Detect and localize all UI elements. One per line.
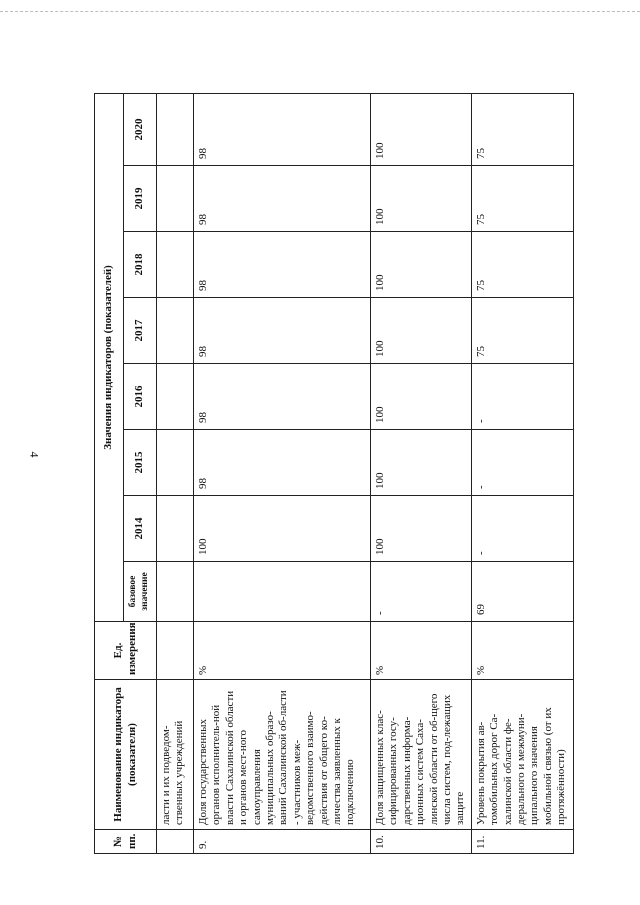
row-name: ласти и их подведом- ственных учреждений xyxy=(157,680,194,830)
header-unit: Ед. измерения xyxy=(95,622,157,680)
header-year: 2015 xyxy=(124,430,157,496)
row-num xyxy=(157,830,194,854)
row-value: 98 xyxy=(194,166,371,232)
row-unit xyxy=(157,622,194,680)
row-value: 100 xyxy=(371,298,472,364)
header-num: № пп. xyxy=(95,830,157,854)
row-value xyxy=(157,298,194,364)
row-name: Уровень покрытия ав-томобильных дорог Са-халинской области фе-дерального и межмуни-ципального значения мобильной связью (от их протяжённости) xyxy=(471,680,573,830)
row-num: 10. xyxy=(371,830,472,854)
row-value: 100 xyxy=(371,166,472,232)
scan-edge-line xyxy=(0,11,640,12)
header-year: 2016 xyxy=(124,364,157,430)
row-value: - xyxy=(471,364,573,430)
row-base xyxy=(157,562,194,622)
row-value: 100 xyxy=(371,430,472,496)
header-year: 2020 xyxy=(124,93,157,165)
header-year: 2019 xyxy=(124,166,157,232)
row-num: 11. xyxy=(471,830,573,854)
row-unit: % xyxy=(194,622,371,680)
row-num: 9. xyxy=(194,830,371,854)
row-value: 75 xyxy=(471,232,573,298)
row-value xyxy=(157,232,194,298)
row-value: 100 xyxy=(371,496,472,562)
row-value: 98 xyxy=(194,232,371,298)
header-year: 2014 xyxy=(124,496,157,562)
row-value xyxy=(157,496,194,562)
header-base: базовое значение xyxy=(124,562,157,622)
table-row xyxy=(157,93,194,853)
row-value xyxy=(157,364,194,430)
row-base: 69 xyxy=(471,562,573,622)
header-name: Наименование индикатора (показателя) xyxy=(95,680,157,830)
header-row-1 xyxy=(95,93,124,853)
row-value xyxy=(157,166,194,232)
row-value: 100 xyxy=(371,232,472,298)
row-value: 98 xyxy=(194,430,371,496)
row-value xyxy=(157,430,194,496)
row-value: 98 xyxy=(194,364,371,430)
row-base: - xyxy=(371,562,472,622)
page-number: 4 xyxy=(27,451,42,458)
row-value xyxy=(157,93,194,165)
header-year: 2018 xyxy=(124,232,157,298)
table-row xyxy=(471,93,573,853)
table-row xyxy=(371,93,472,853)
row-value: 75 xyxy=(471,298,573,364)
row-value: 98 xyxy=(194,93,371,165)
header-values-group: Значения индикаторов (показателей) xyxy=(95,93,124,621)
rotated-table-sheet xyxy=(94,94,568,854)
row-base xyxy=(194,562,371,622)
table-row xyxy=(194,93,371,853)
row-value: 98 xyxy=(194,298,371,364)
row-value: 100 xyxy=(194,496,371,562)
row-name: Доля государственных органов исполнитель-ной власти Сахалинской области и органов мест-ного самоуправления муниципальных образо-ваний Сахалинской об-ласти - участников меж-ведомственного взаимо-действия от общего ко-личества заявленных к подключению xyxy=(194,680,371,830)
row-value: - xyxy=(471,496,573,562)
row-value: 75 xyxy=(471,93,573,165)
indicators-table xyxy=(94,93,574,854)
row-value: 100 xyxy=(371,364,472,430)
row-name: Доля защищенных клас-сифицированных госу-дарственных информа-ционных систем Саха-линской области от об-щего числа систем, под-лежащих защите xyxy=(371,680,472,830)
row-value: - xyxy=(471,430,573,496)
header-year: 2017 xyxy=(124,298,157,364)
row-value: 75 xyxy=(471,166,573,232)
row-unit: % xyxy=(471,622,573,680)
row-unit: % xyxy=(371,622,472,680)
row-value: 100 xyxy=(371,93,472,165)
